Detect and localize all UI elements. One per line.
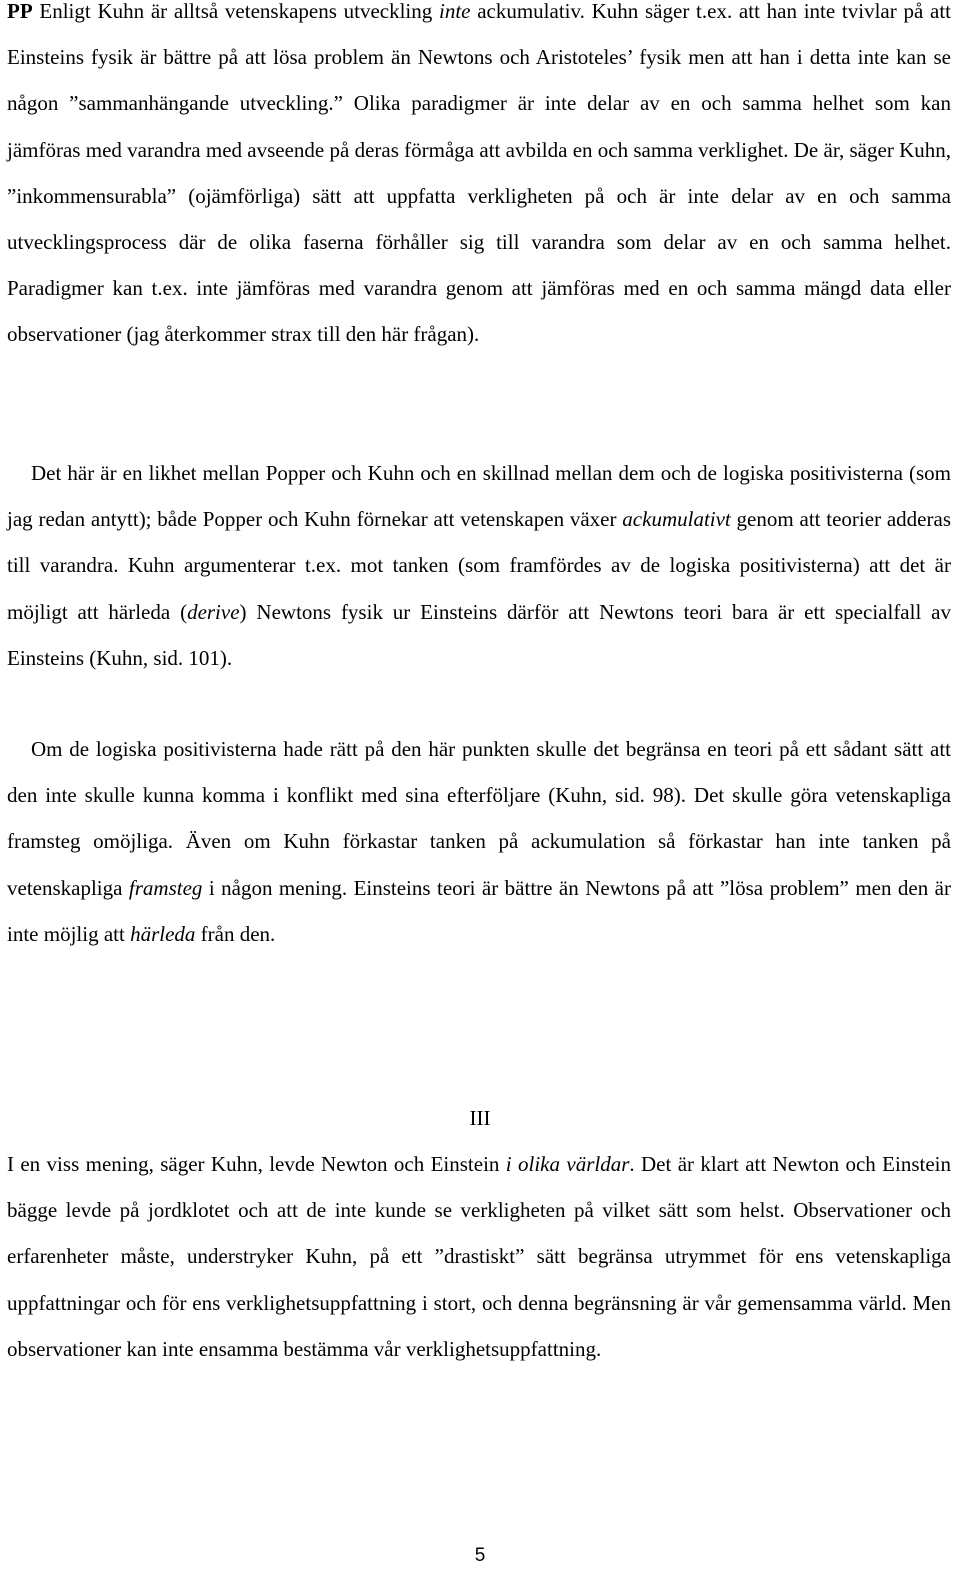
paragraph-text xyxy=(7,726,951,957)
text-segment: Det här är en likhet mellan Popper och Kuhn och en skillnad mellan dem och de logiska positivisterna (som jag redan antytt); både Popper och Kuhn förnekar att vetenskapen växer xyxy=(7,461,951,532)
pp-label: PP xyxy=(7,0,33,23)
page-number: 5 xyxy=(474,1545,486,1566)
paragraph-popper-kuhn-similarity xyxy=(7,450,951,681)
italic-text: ackumulativt xyxy=(622,507,731,532)
italic-text: i olika världar xyxy=(505,1152,630,1176)
text-segment: genom att teorier adderas till varandra. Kuhn argumenterar t.ex. mot tanken (som framfördes av de logiska positivisterna) att det är möjligt att härleda ( xyxy=(7,507,951,624)
paragraph-text xyxy=(7,0,951,358)
text-segment: ) Newtons fysik ur Einsteins därför att Newtons teori bara är ett specialfall av Einsteins (Kuhn, sid. 101). xyxy=(7,599,951,670)
text-segment: . Det är klart att Newton och Einstein bägge levde på jordklotet och att de inte kunde se verkligheten på vilket sätt som helst. Observationer och erfarenheter måste, understryker Kuhn, på ett ”drastiskt” sätt begränsa utrymmet för ens vetenskapliga uppfattningar och för ens verklighetsuppfattning i stort, och denna begränsning är vår gemensamma värld. Men observationer kan inte ensamma bestämma vår verklighetsuppfattning. xyxy=(7,1152,951,1361)
italic-text: härleda xyxy=(130,921,196,946)
italic-text: framsteg xyxy=(128,875,203,900)
paragraph-text xyxy=(7,1141,951,1372)
text-segment: Enligt Kuhn är alltså vetenskapens utveckling xyxy=(32,0,439,23)
text-segment: Om de logiska positivisterna hade rätt på den här punkten skulle det begränsa en teori på ett sådant sätt att den inte skulle kunna komma i konflikt med sina efterföljare (Kuhn, sid. 98). Det skulle göra vetenskapliga framsteg omöjliga. Även om Kuhn förkastar tanken på ackumulation så förkastar han inte tanken på vetenskapliga xyxy=(7,737,951,900)
text-segment: I en viss mening, säger Kuhn, levde Newton och Einstein xyxy=(7,1152,506,1176)
paragraph-text xyxy=(7,450,951,681)
section-heading: III xyxy=(469,1106,491,1130)
paragraph-different-worlds xyxy=(7,1141,951,1372)
text-segment: från den. xyxy=(195,921,276,946)
paragraph-scientific-progress xyxy=(7,726,951,957)
italic-text: derive xyxy=(187,599,240,624)
paragraph-kuhn-non-cumulative xyxy=(7,0,951,358)
text-segment: i någon mening. Einsteins teori är bättre än Newtons på att ”lösa problem” men den är inte möjlig att xyxy=(7,875,951,946)
text-segment: ackumulativ. Kuhn säger t.ex. att han inte tvivlar på att Einsteins fysik är bättre på att lösa problem än Newtons och Aristoteles’ fysik men att han i detta inte kan se någon ”sammanhängande utveckling.” Olika paradigmer är inte delar av en och samma helhet som kan jämföras med varandra med avseende på deras förmåga att avbilda en och samma verklighet. De är, säger Kuhn, ”inkommensurabla” (ojämförliga) sätt att uppfatta verkligheten på och är inte delar av en och samma utvecklingsprocess där de olika faserna förhåller sig till varandra som delar av en och samma helhet. Paradigmer kan t.ex. inte jämföras med varandra genom att jämföras med en och samma mängd data eller observationer (jag återkommer strax till den här frågan). xyxy=(7,0,951,347)
italic-text: inte xyxy=(438,0,471,23)
